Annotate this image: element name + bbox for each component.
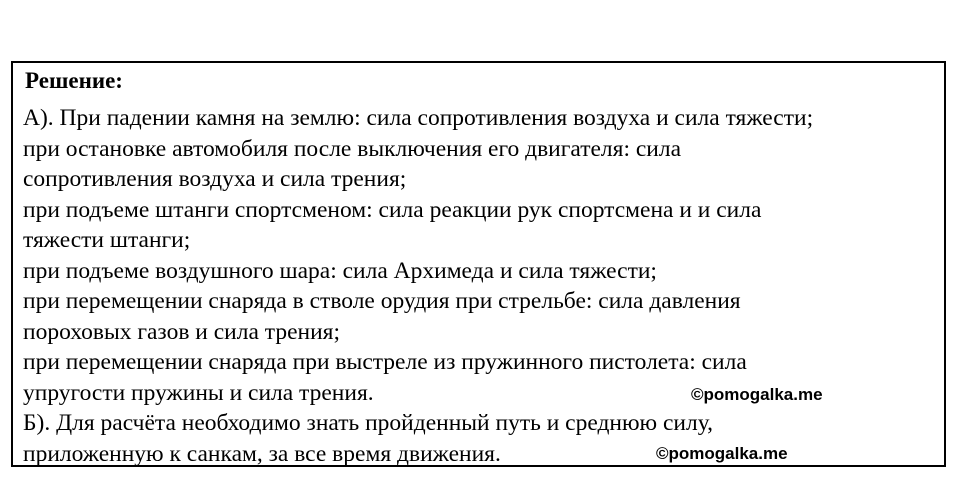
watermark: ©pomogalka.me	[691, 385, 823, 404]
text-line: Б). Для расчёта необходимо знать пройденный путь и среднюю силу,	[23, 410, 713, 436]
text-line: при перемещении снаряда в стволе орудия при стрельбе: сила давления	[23, 288, 741, 314]
text-line: сопротивления воздуха и сила трения;	[23, 166, 407, 192]
text-line: при перемещении снаряда при выстреле из пружинного пистолета: сила	[23, 349, 747, 375]
text-line: при подъеме воздушного шара: сила Архимеда и сила тяжести;	[23, 257, 657, 284]
solution-text	[23, 103, 943, 469]
text-line: приложенную к санкам, за все время движения.	[23, 440, 501, 467]
solution-box	[11, 61, 946, 467]
text-line: при остановке автомобиля после выключения его двигателя: сила	[23, 135, 682, 162]
text-line: А). При падении камня на землю: сила сопротивления воздуха и сила тяжести;	[23, 105, 814, 131]
watermark: ©pomogalka.me	[656, 444, 788, 463]
text-line: пороховых газов и сила трения;	[23, 318, 341, 345]
solution-heading: Решение:	[25, 68, 123, 93]
text-line: при подъеме штанги спортсменом: сила реакции рук спортсмена и и сила	[23, 196, 762, 223]
text-line: тяжести штанги;	[23, 227, 191, 253]
text-line: упругости пружины и сила трения.	[23, 379, 374, 406]
